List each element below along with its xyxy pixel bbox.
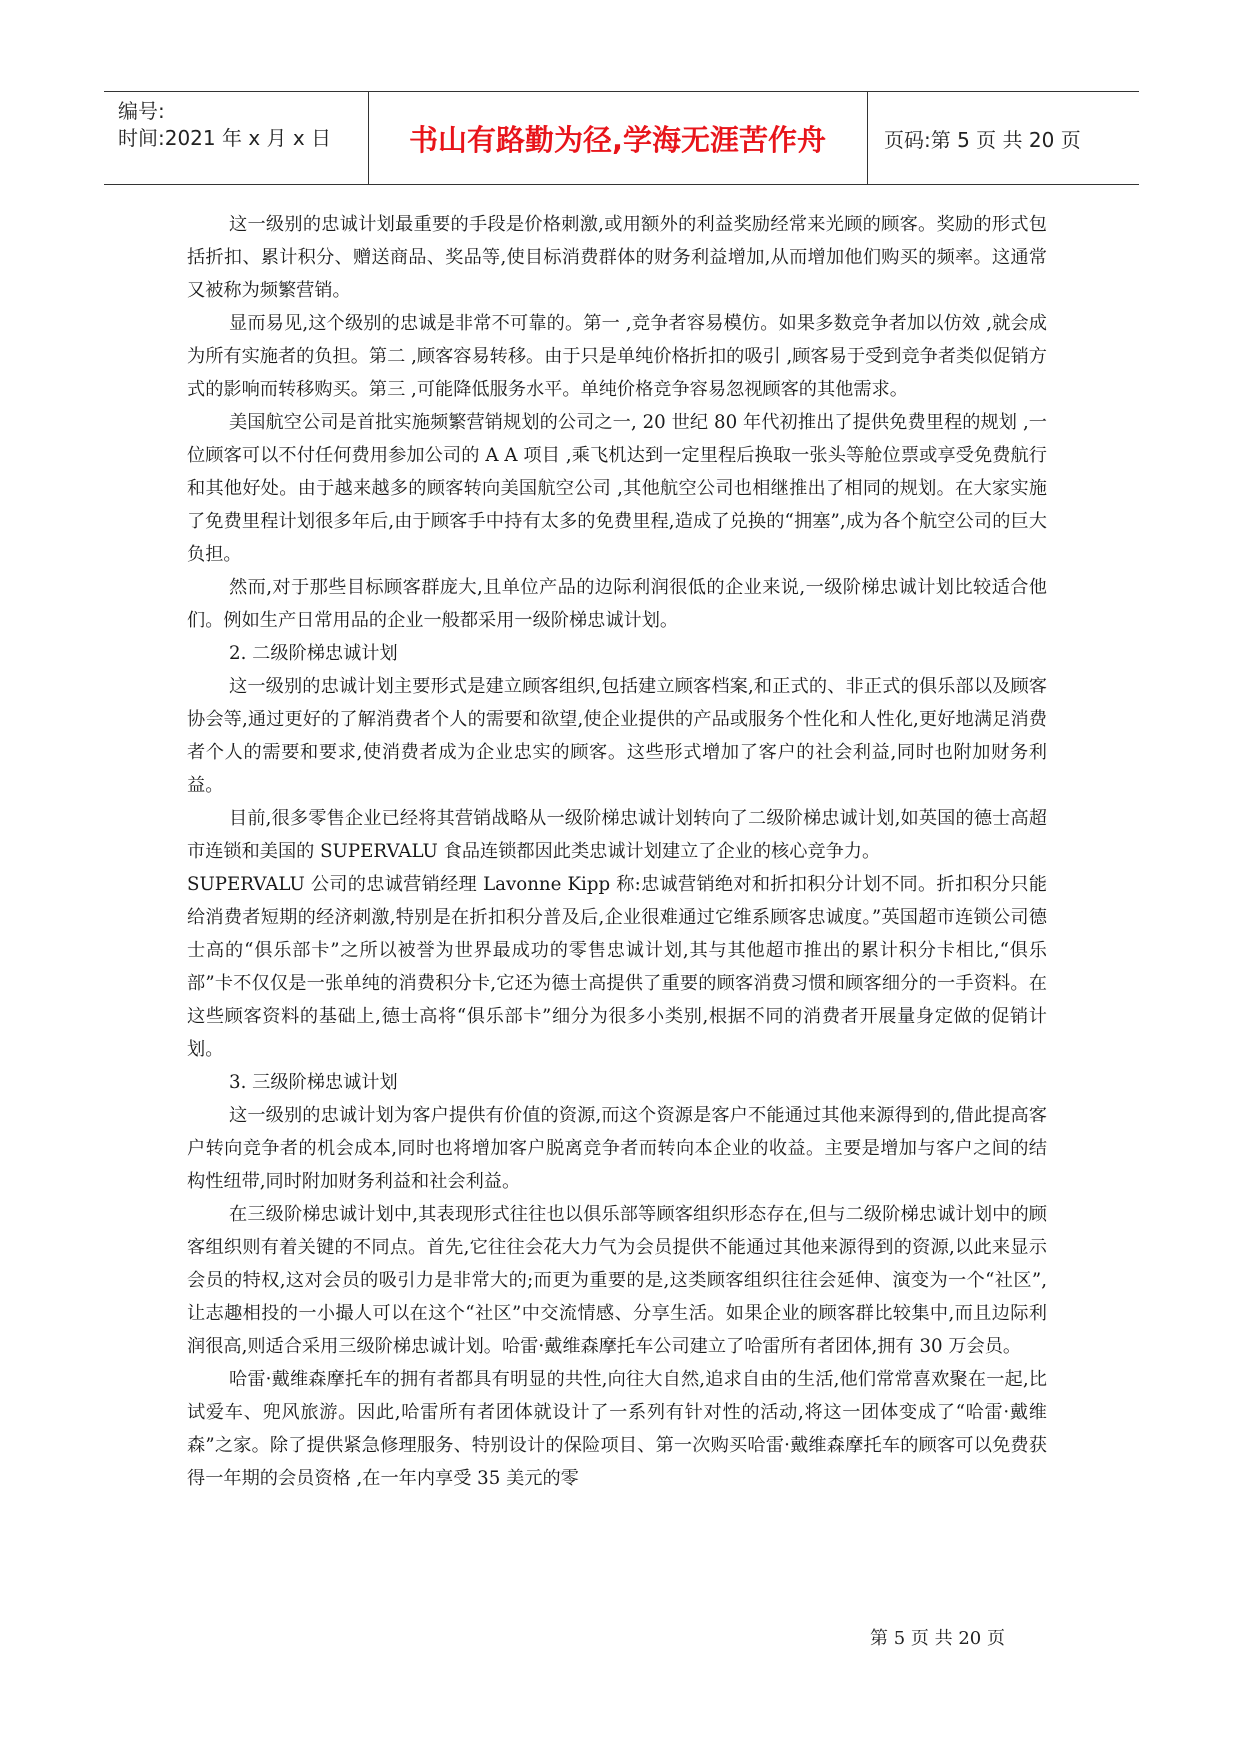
page-footer: 第 5 页 共 20 页 bbox=[870, 1628, 1005, 1649]
paragraph: 这一级别的忠诚计划为客户提供有价值的资源,而这个资源是客户不能通过其他来源得到的,借此提高客户转向竞争者的机会成本,同时也将增加客户脱离竞争者而转向本企业的收益。主要是增加与客户之间的结构性纽带,同时附加财务利益和社会利益。 bbox=[187, 1105, 1047, 1192]
paragraph: 然而,对于那些目标顾客群庞大,且单位产品的边际利润很低的企业来说,一级阶梯忠诚计划比较适合他们。例如生产日常用品的企业一般都采用一级阶梯忠诚计划。 bbox=[187, 577, 1047, 631]
header-info bbox=[104, 92, 368, 184]
section-heading: 3. 三级阶梯忠诚计划 bbox=[229, 1072, 398, 1093]
page-header bbox=[104, 91, 1139, 185]
paragraph: 哈雷·戴维森摩托车的拥有者都具有明显的共性,向往大自然,追求自由的生活,他们常常喜欢聚在一起,比试爱车、兜风旅游。因此,哈雷所有者团体就设计了一系列有针对性的活动,将这一团体变成了“哈雷·戴维森”之家。除了提供紧急修理服务、特别设计的保险项目、第一次购买哈雷·戴维森摩托车的顾客可以免费获得一年期的会员资格 ,在一年内享受 35 美元的零 bbox=[187, 1369, 1047, 1489]
paragraph: 显而易见,这个级别的忠诚是非常不可靠的。第一 ,竞争者容易模仿。如果多数竞争者加以仿效 ,就会成为所有实施者的负担。第二 ,顾客容易转移。由于只是单纯价格折扣的吸引 ,顾客易于受到竞争者类似促销方式的影响而转移购买。第三 ,可能降低服务水平。单纯价格竞争容易忽视顾客的其他需求。 bbox=[187, 313, 1047, 400]
section-heading: 2. 二级阶梯忠诚计划 bbox=[229, 643, 398, 664]
time-label: 时间:2021 年 x 月 x 日 bbox=[118, 126, 332, 150]
header-motto: 书山有路勤为径,学海无涯苦作舟 bbox=[408, 122, 827, 157]
header-page-number: 页码:第 5 页 共 20 页 bbox=[884, 127, 1081, 152]
paragraph: 美国航空公司是首批实施频繁营销规划的公司之一, 20 世纪 80 年代初推出了提供免费里程的规划 ,一位顾客可以不付任何费用参加公司的 A A 项目 ,乘飞机达到一定里程后换取一张头等舱位票或享受免费航行和其他好处。由于越来越多的顾客转向美国航空公司 ,其他航空公司也相继推出了相同的规划。在大家实施了免费里程计划很多年后,由于顾客手中持有太多的免费里程,造成了兑换的“拥塞”,成为各个航空公司的巨大负担。 bbox=[187, 412, 1047, 565]
paragraph: 这一级别的忠诚计划最重要的手段是价格刺激,或用额外的利益奖励经常来光顾的顾客。奖励的形式包括折扣、累计积分、赠送商品、奖品等,使目标消费群体的财务利益增加,从而增加他们购买的频率。这通常又被称为频繁营销。 bbox=[187, 214, 1047, 301]
paragraph: 在三级阶梯忠诚计划中,其表现形式往往也以俱乐部等顾客组织形态存在,但与二级阶梯忠诚计划中的顾客组织则有着关键的不同点。首先,它往往会花大力气为会员提供不能通过其他来源得到的资源,以此来显示会员的特权,这对会员的吸引力是非常大的;而更为重要的是,这类顾客组织往往会延伸、演变为一个“社区”,让志趣相投的一小撮人可以在这个“社区”中交流情感、分享生活。如果企业的顾客群比较集中,而且边际利润很高,则适合采用三级阶梯忠诚计划。哈雷·戴维森摩托车公司建立了哈雷所有者团体,拥有 30 万会员。 bbox=[187, 1204, 1047, 1357]
paragraph: SUPERVALU 公司的忠诚营销经理 Lavonne Kipp 称:忠诚营销绝对和折扣积分计划不同。折扣积分只能给消费者短期的经济刺激,特别是在折扣积分普及后,企业很难通过它维系顾客忠诚度。”英国超市连锁公司德士高的“俱乐部卡”之所以被誉为世界最成功的零售忠诚计划,其与其他超市推出的累计积分卡相比,“俱乐部”卡不仅仅是一张单纯的消费积分卡,它还为德士高提供了重要的顾客消费习惯和顾客细分的一手资料。在这些顾客资料的基础上,德士高将“俱乐部卡”细分为很多小类别,根据不同的消费者开展量身定做的促销计划。 bbox=[187, 874, 1047, 1060]
paragraph: 这一级别的忠诚计划主要形式是建立顾客组织,包括建立顾客档案,和正式的、非正式的俱乐部以及顾客协会等,通过更好的了解消费者个人的需要和欲望,使企业提供的产品或服务个性化和人性化,更好地满足消费者个人的需要和要求,使消费者成为企业忠实的顾客。这些形式增加了客户的社会利益,同时也附加财务利益。 bbox=[187, 676, 1047, 796]
number-label: 编号: bbox=[118, 99, 165, 123]
paragraph: 目前,很多零售企业已经将其营销战略从一级阶梯忠诚计划转向了二级阶梯忠诚计划,如英国的德士高超市连锁和美国的 SUPERVALU 食品连锁都因此类忠诚计划建立了企业的核心竞争力。 bbox=[187, 808, 1047, 862]
header-divider bbox=[368, 92, 369, 184]
header-divider bbox=[867, 92, 868, 184]
document-body bbox=[187, 208, 1047, 1495]
